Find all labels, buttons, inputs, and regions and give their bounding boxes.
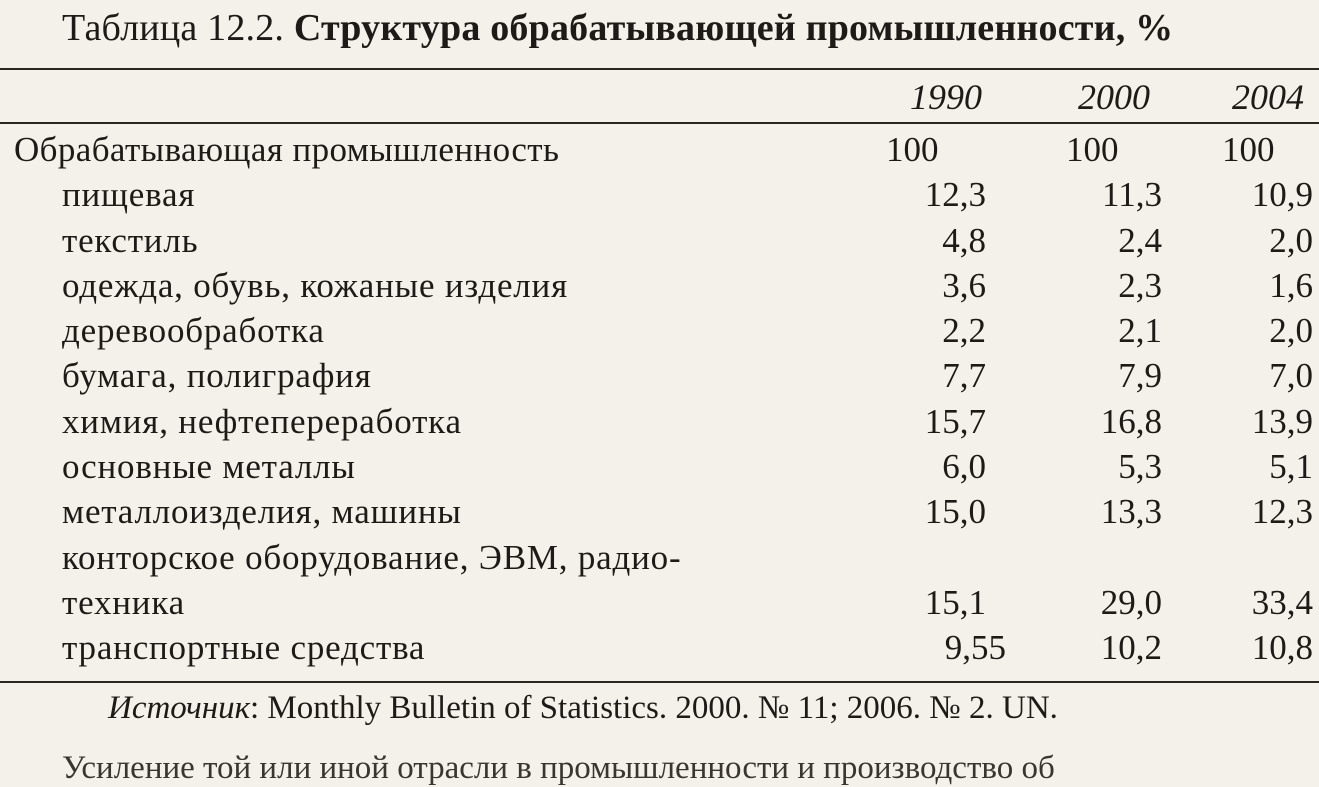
table-source-note xyxy=(108,690,1058,727)
cell-1990: 15,0 xyxy=(924,492,986,532)
cell-1990: 15,1 xyxy=(924,582,986,622)
table-top-rule xyxy=(0,68,1319,70)
cell-2000: 2,3 xyxy=(1118,265,1162,305)
table-row xyxy=(0,175,1319,220)
cell-2000: 29,0 xyxy=(1100,582,1162,622)
table-row xyxy=(0,492,1319,537)
cell-2004: 2,0 xyxy=(1269,311,1313,351)
cell-1990: 100 xyxy=(886,130,939,169)
row-label: пищевая xyxy=(62,175,196,215)
cell-2004: 13,9 xyxy=(1251,401,1313,441)
table-header-rule xyxy=(0,122,1319,124)
table-title: Структура обрабатывающей промышленности, % xyxy=(293,7,1174,49)
source-text: : Monthly Bulletin of Statistics. 2000. № 11; 2006. № 2. UN. xyxy=(250,690,1058,726)
cell-1990: 9,55 xyxy=(944,628,1006,668)
cell-1990: 3,6 xyxy=(942,265,986,305)
cell-2004: 12,3 xyxy=(1251,492,1313,532)
cell-1990: 12,3 xyxy=(924,175,986,215)
row-label: химия, нефтепереработка xyxy=(62,401,462,441)
column-header-1990: 1990 xyxy=(910,77,982,117)
cell-2000: 11,3 xyxy=(1102,175,1162,215)
table-row xyxy=(0,628,1319,673)
table-bottom-rule xyxy=(0,681,1319,683)
cell-2004: 7,0 xyxy=(1269,356,1313,396)
body-text-fragment: Усиление той или иной отрасли в промышленности и производство об xyxy=(62,750,1055,786)
cell-2000: 13,3 xyxy=(1100,492,1162,532)
cell-2004: 100 xyxy=(1222,130,1275,169)
cell-2004: 10,8 xyxy=(1251,628,1313,668)
table-row xyxy=(0,538,1319,583)
cell-2004: 1,6 xyxy=(1269,265,1313,305)
row-label: Обрабатывающая промышленность xyxy=(14,130,560,169)
cell-2000: 100 xyxy=(1066,130,1119,169)
table-caption xyxy=(62,6,1173,50)
row-label: одежда, обувь, кожаные изделия xyxy=(62,265,568,305)
row-label: конторское оборудование, ЭВМ, радио- xyxy=(62,537,682,577)
row-label: техника xyxy=(62,582,185,622)
cell-2000: 16,8 xyxy=(1100,401,1162,441)
cell-2000: 5,3 xyxy=(1118,447,1162,487)
cell-2004: 5,1 xyxy=(1269,447,1313,487)
cell-2000: 7,9 xyxy=(1118,356,1162,396)
table-row xyxy=(0,311,1319,356)
table-row-total xyxy=(0,130,1319,175)
source-label: Источник xyxy=(108,690,251,726)
row-label: деревообработка xyxy=(62,311,325,351)
cell-2000: 10,2 xyxy=(1100,628,1162,668)
row-label: транспортные средства xyxy=(62,628,426,668)
table-row xyxy=(0,402,1319,447)
table-body xyxy=(0,130,1319,674)
cell-1990: 15,7 xyxy=(924,401,986,441)
cell-1990: 7,7 xyxy=(942,356,986,396)
cell-2000: 2,1 xyxy=(1118,311,1162,351)
table-number: Таблица 12.2. xyxy=(62,7,285,49)
cell-1990: 4,8 xyxy=(942,220,986,260)
column-header-2004: 2004 xyxy=(1232,77,1304,117)
table-row xyxy=(0,221,1319,266)
row-label: металлоизделия, машины xyxy=(62,492,462,532)
row-label: текстиль xyxy=(62,220,199,260)
column-header-2000: 2000 xyxy=(1078,77,1150,117)
row-label: основные металлы xyxy=(62,447,356,487)
cell-2000: 2,4 xyxy=(1118,220,1162,260)
table-row xyxy=(0,447,1319,492)
cell-2004: 10,9 xyxy=(1251,175,1313,215)
cell-1990: 6,0 xyxy=(942,447,986,487)
table-row xyxy=(0,266,1319,311)
table-row xyxy=(0,356,1319,401)
cell-1990: 2,2 xyxy=(942,311,986,351)
row-label: бумага, полиграфия xyxy=(62,356,372,396)
cell-2004: 33,4 xyxy=(1251,582,1313,622)
cell-2004: 2,0 xyxy=(1269,220,1313,260)
table-row xyxy=(0,583,1319,628)
